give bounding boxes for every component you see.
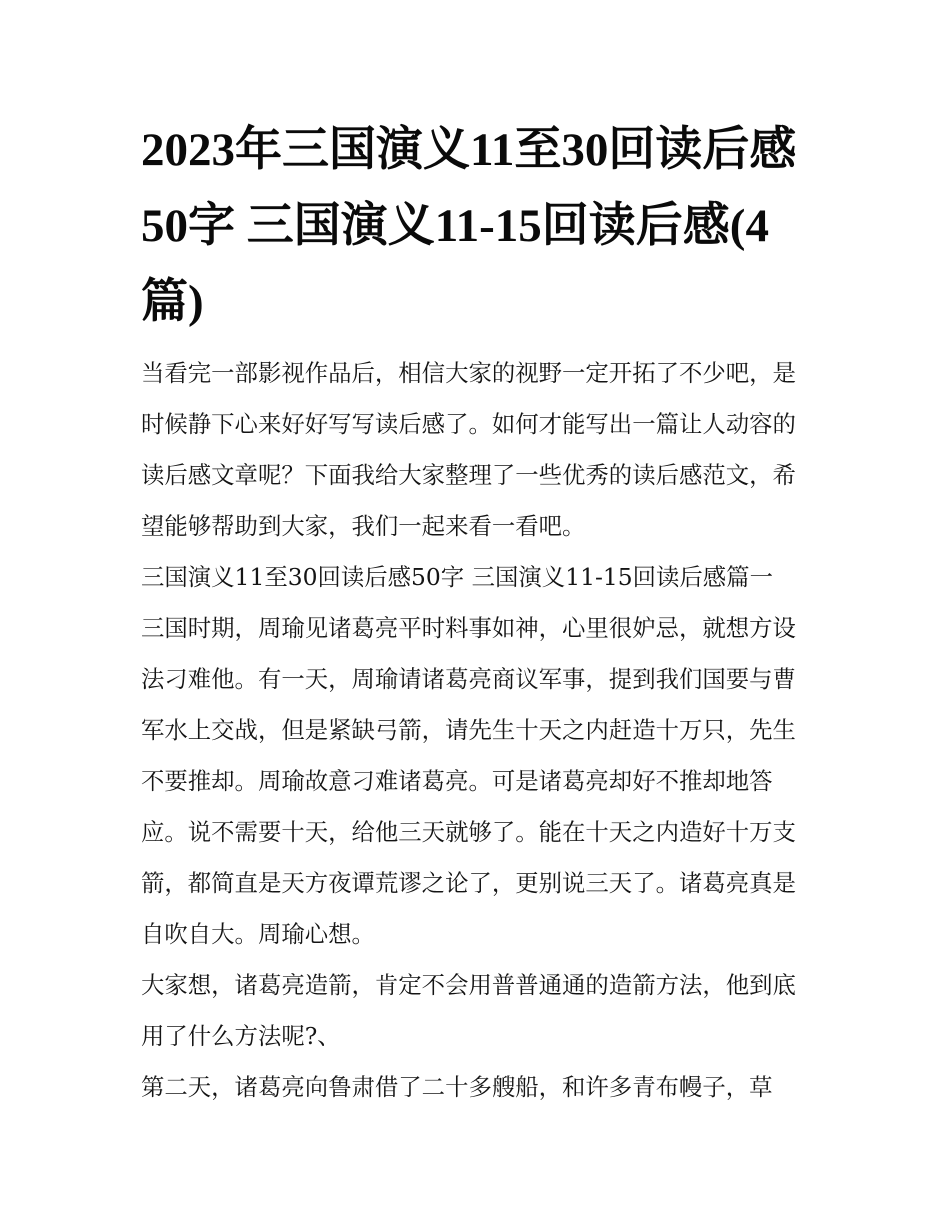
- paragraph-next-day: 第二天，诸葛亮向鲁肃借了二十多艘船，和许多青布幔子，草: [141, 1073, 773, 1101]
- document-title: 2023年三国演义11至30回读后感50字 三国演义11-15回读后感(4篇): [141, 124, 797, 328]
- paragraph-question: 大家想，诸葛亮造箭，肯定不会用普普通通的造箭方法，他到底用了什么方法呢?、: [141, 971, 796, 1050]
- paragraph-intro: 当看完一部影视作品后，相信大家的视野一定开拓了不少吧，是时候静下心来好好写写读后感了。如何才能写出一篇让人动容的读后感文章呢？下面我给大家整理了一些优秀的读后感范文，希望能够帮助到大家，我们一起来看一看吧。: [141, 359, 796, 540]
- document-page: [141, 112, 813, 1113]
- paragraph-story: 三国时期，周瑜见诸葛亮平时料事如神，心里很妒忌，就想方设法刁难他。有一天，周瑜请诸葛亮商议军事，提到我们国要与曹军水上交战，但是紧缺弓箭，请先生十天之内赶造十万只，先生不要推却。周瑜故意刁难诸葛亮。可是诸葛亮却好不推却地答应。说不需要十天，给他三天就够了。能在十天之内造好十万支箭，都简直是天方夜谭荒谬之论了，更别说三天了。诸葛亮真是自吹自大。周瑜心想。: [141, 614, 796, 948]
- paragraph-section-heading: 三国演义11至30回读后感50字 三国演义11-15回读后感篇一: [141, 563, 773, 591]
